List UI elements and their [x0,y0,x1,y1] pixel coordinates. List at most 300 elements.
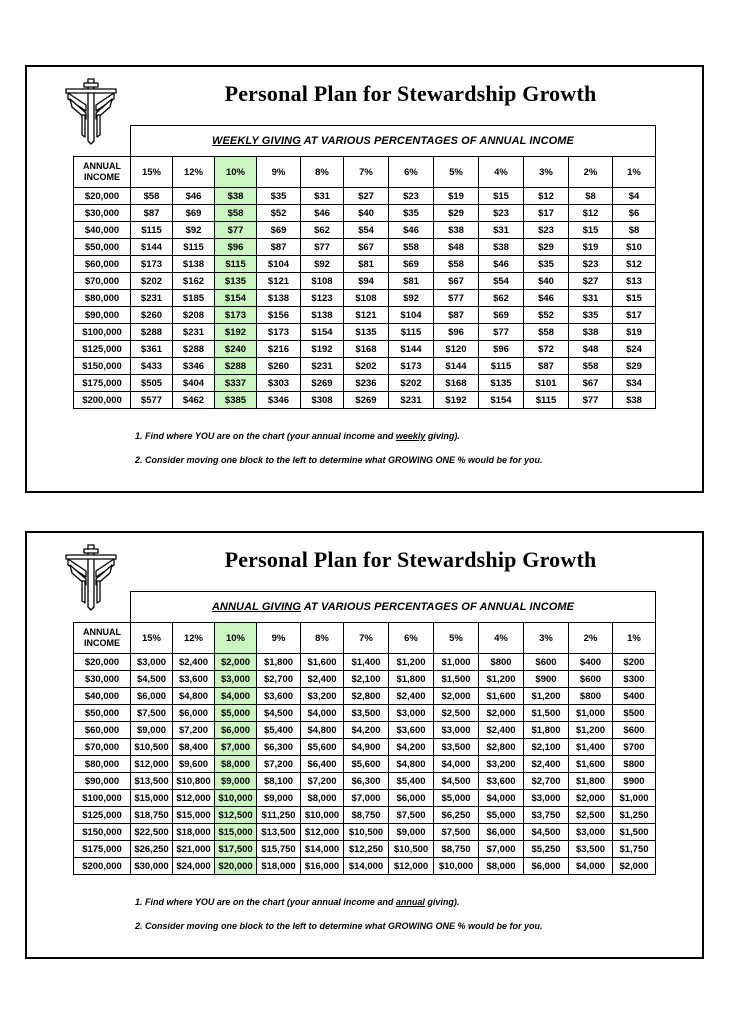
giving-cell: $1,800 [569,773,613,790]
giving-cell: $2,700 [257,671,301,688]
income-cell: $150,000 [74,824,131,841]
header-row [74,623,656,654]
giving-cell: $173 [389,358,434,375]
giving-cell: $69 [389,256,434,273]
giving-cell: $269 [301,375,344,392]
giving-cell: $104 [389,307,434,324]
giving-cell: $17 [613,307,656,324]
giving-cell: $185 [173,290,215,307]
pct-header: 12% [173,623,215,654]
table-row [74,688,656,705]
giving-cell: $138 [173,256,215,273]
giving-cell: $12,250 [344,841,389,858]
giving-cell: $92 [301,256,344,273]
giving-cell: $72 [524,341,569,358]
pct-header: 7% [344,623,389,654]
table-row [74,858,656,875]
giving-cell: $52 [257,205,301,222]
giving-cell: $4,800 [301,722,344,739]
giving-cell-highlight: $12,500 [215,807,257,824]
giving-cell: $2,400 [173,654,215,671]
table-row [74,358,656,375]
giving-cell: $108 [301,273,344,290]
giving-cell: $9,000 [257,790,301,807]
giving-cell: $1,200 [389,654,434,671]
pct-header: 8% [301,623,344,654]
giving-cell: $12,000 [301,824,344,841]
giving-cell: $14,000 [344,858,389,875]
giving-cell: $4,500 [524,824,569,841]
giving-cell: $7,200 [257,756,301,773]
table-body [74,188,656,409]
giving-cell: $303 [257,375,301,392]
giving-cell: $13 [613,273,656,290]
giving-cell-highlight: $173 [215,307,257,324]
giving-cell: $8 [569,188,613,205]
giving-cell: $208 [173,307,215,324]
giving-cell: $800 [479,654,524,671]
table-row [74,239,656,256]
giving-cell: $800 [569,688,613,705]
giving-cell: $6,000 [131,688,173,705]
giving-cell: $800 [613,756,656,773]
giving-cell: $58 [434,256,479,273]
income-cell: $30,000 [74,205,131,222]
giving-cell: $29 [524,239,569,256]
giving-cell: $52 [524,307,569,324]
income-cell: $50,000 [74,705,131,722]
giving-cell: $3,200 [301,688,344,705]
giving-cell: $12,000 [173,790,215,807]
giving-cell: $3,000 [131,654,173,671]
giving-cell: $154 [301,324,344,341]
giving-cell: $200 [613,654,656,671]
income-cell: $100,000 [74,790,131,807]
pct-header: 5% [434,157,479,188]
giving-cell: $2,700 [524,773,569,790]
giving-cell: $15,750 [257,841,301,858]
giving-cell: $62 [301,222,344,239]
giving-cell: $34 [613,375,656,392]
table-row [74,256,656,273]
giving-cell: $1,200 [479,671,524,688]
giving-cell: $500 [613,705,656,722]
income-cell: $90,000 [74,773,131,790]
giving-cell: $5,000 [434,790,479,807]
giving-cell: $48 [434,239,479,256]
giving-cell: $231 [389,392,434,409]
income-cell: $200,000 [74,392,131,409]
giving-cell: $138 [257,290,301,307]
giving-cell: $236 [344,375,389,392]
income-cell: $125,000 [74,341,131,358]
giving-cell: $2,500 [434,705,479,722]
giving-cell: $162 [173,273,215,290]
income-cell: $80,000 [74,290,131,307]
income-cell: $125,000 [74,807,131,824]
giving-cell: $18,000 [257,858,301,875]
giving-cell: $2,000 [434,688,479,705]
note-1: 1. Find where YOU are on the chart (your annual income and annual giving). [135,897,460,907]
giving-cell: $173 [257,324,301,341]
giving-cell: $288 [173,341,215,358]
giving-cell: $29 [613,358,656,375]
income-cell: $70,000 [74,273,131,290]
giving-cell: $69 [257,222,301,239]
giving-cell: $54 [479,273,524,290]
giving-cell: $168 [344,341,389,358]
giving-cell: $1,000 [434,654,479,671]
table-row [74,188,656,205]
pct-header: 15% [131,157,173,188]
income-cell: $60,000 [74,722,131,739]
giving-cell: $4,000 [301,705,344,722]
giving-cell: $77 [569,392,613,409]
giving-cell: $4,500 [434,773,479,790]
giving-cell: $18,750 [131,807,173,824]
giving-cell: $62 [479,290,524,307]
table-row [74,341,656,358]
giving-cell: $5,600 [344,756,389,773]
giving-cell: $87 [131,205,173,222]
income-cell: $175,000 [74,375,131,392]
table-row [74,375,656,392]
giving-cell: $23 [479,205,524,222]
giving-cell: $400 [613,688,656,705]
giving-cell: $505 [131,375,173,392]
giving-cell: $192 [301,341,344,358]
giving-cell-highlight: $115 [215,256,257,273]
giving-cell: $35 [257,188,301,205]
giving-cell: $35 [569,307,613,324]
giving-cell: $115 [524,392,569,409]
giving-cell: $1,500 [434,671,479,688]
pct-header: 6% [389,157,434,188]
income-cell: $70,000 [74,739,131,756]
giving-cell-highlight: $8,000 [215,756,257,773]
giving-cell: $46 [301,205,344,222]
giving-cell: $46 [389,222,434,239]
table-row [74,773,656,790]
giving-cell: $1,500 [524,705,569,722]
giving-cell: $577 [131,392,173,409]
giving-cell-highlight: $337 [215,375,257,392]
giving-cell: $23 [389,188,434,205]
giving-cell: $121 [344,307,389,324]
header-row [74,157,656,188]
income-cell: $40,000 [74,688,131,705]
note-2: 2. Consider moving one block to the left to determine what GROWING ONE % would be for you. [135,455,543,465]
giving-cell-highlight: $385 [215,392,257,409]
giving-cell: $40 [524,273,569,290]
giving-cell: $135 [344,324,389,341]
giving-cell: $8,400 [173,739,215,756]
giving-cell: $12,000 [131,756,173,773]
giving-cell: $361 [131,341,173,358]
giving-cell: $1,400 [569,739,613,756]
table-row [74,824,656,841]
giving-cell: $6,000 [524,858,569,875]
giving-cell: $288 [131,324,173,341]
pct-header-highlight: 10% [215,623,257,654]
giving-cell: $8,000 [301,790,344,807]
giving-cell: $115 [479,358,524,375]
table-row [74,273,656,290]
giving-cell: $8,000 [479,858,524,875]
weekly-giving-panel [25,65,704,493]
giving-cell: $1,800 [389,671,434,688]
giving-cell: $400 [569,654,613,671]
giving-cell: $115 [389,324,434,341]
pct-header-highlight: 10% [215,157,257,188]
giving-cell: $94 [344,273,389,290]
table-row [74,739,656,756]
giving-cell: $8 [613,222,656,239]
giving-cell: $19 [613,324,656,341]
giving-cell: $69 [479,307,524,324]
giving-cell: $31 [479,222,524,239]
table-row [74,705,656,722]
giving-cell: $14,000 [301,841,344,858]
income-header: ANNUAL INCOME [74,157,131,188]
giving-cell-highlight: $2,000 [215,654,257,671]
giving-cell: $900 [524,671,569,688]
giving-cell: $4,000 [434,756,479,773]
giving-cell: $87 [257,239,301,256]
pct-header: 1% [613,623,656,654]
note-2: 2. Consider moving one block to the left to determine what GROWING ONE % would be for you. [135,921,543,931]
giving-cell-highlight: $6,000 [215,722,257,739]
giving-cell: $13,500 [131,773,173,790]
giving-cell: $9,000 [389,824,434,841]
giving-cell: $1,250 [613,807,656,824]
giving-cell: $8,100 [257,773,301,790]
giving-cell: $308 [301,392,344,409]
income-cell: $20,000 [74,188,131,205]
giving-cell: $1,500 [613,824,656,841]
giving-cell: $38 [613,392,656,409]
giving-cell: $3,750 [524,807,569,824]
pct-header: 6% [389,623,434,654]
table-row [74,807,656,824]
giving-cell: $156 [257,307,301,324]
giving-cell: $54 [344,222,389,239]
giving-cell: $58 [131,188,173,205]
giving-cell: $120 [434,341,479,358]
giving-cell: $1,600 [569,756,613,773]
giving-cell: $6,250 [434,807,479,824]
pct-header: 5% [434,623,479,654]
giving-cell: $202 [344,358,389,375]
giving-cell: $4,200 [344,722,389,739]
giving-cell: $87 [524,358,569,375]
giving-cell: $3,600 [257,688,301,705]
giving-cell-highlight: $38 [215,188,257,205]
giving-cell: $3,000 [569,824,613,841]
table-row [74,324,656,341]
giving-cell: $17 [524,205,569,222]
giving-cell: $4,500 [131,671,173,688]
giving-cell-highlight: $96 [215,239,257,256]
giving-cell: $77 [479,324,524,341]
giving-cell-highlight: $240 [215,341,257,358]
giving-cell: $15 [479,188,524,205]
giving-cell: $260 [131,307,173,324]
giving-cell: $12,000 [389,858,434,875]
giving-cell: $5,250 [524,841,569,858]
giving-cell: $7,500 [131,705,173,722]
giving-cell: $10,500 [389,841,434,858]
giving-cell: $2,400 [524,756,569,773]
giving-cell: $269 [344,392,389,409]
giving-cell: $19 [434,188,479,205]
giving-cell: $1,200 [524,688,569,705]
giving-cell: $1,600 [301,654,344,671]
giving-cell: $19 [569,239,613,256]
giving-cell: $2,500 [569,807,613,824]
income-cell: $200,000 [74,858,131,875]
pct-header: 4% [479,157,524,188]
income-cell: $20,000 [74,654,131,671]
giving-cell: $11,250 [257,807,301,824]
giving-cell-highlight: $288 [215,358,257,375]
giving-cell: $168 [434,375,479,392]
giving-cell: $202 [389,375,434,392]
giving-cell: $5,000 [479,807,524,824]
giving-cell: $7,000 [344,790,389,807]
giving-cell: $6,300 [344,773,389,790]
giving-cell-highlight: $7,000 [215,739,257,756]
giving-cell: $10,000 [301,807,344,824]
giving-cell: $123 [301,290,344,307]
giving-cell: $7,500 [434,824,479,841]
giving-cell: $6,000 [479,824,524,841]
giving-cell: $9,600 [173,756,215,773]
table-row [74,671,656,688]
giving-cell: $40 [344,205,389,222]
pct-header: 1% [613,157,656,188]
table-row [74,722,656,739]
table-banner: ANNUAL GIVING AT VARIOUS PERCENTAGES OF ANNUAL INCOME [131,592,656,623]
giving-cell: $10,800 [173,773,215,790]
giving-cell: $27 [344,188,389,205]
giving-cell: $77 [301,239,344,256]
giving-cell-highlight: $10,000 [215,790,257,807]
giving-cell: $16,000 [301,858,344,875]
giving-cell: $1,000 [569,705,613,722]
giving-cell-highlight: $58 [215,205,257,222]
giving-cell: $77 [434,290,479,307]
weekly-giving-table [73,125,656,409]
giving-cell: $1,800 [524,722,569,739]
giving-cell: $18,000 [173,824,215,841]
giving-cell: $15 [613,290,656,307]
giving-cell: $115 [173,239,215,256]
giving-cell: $2,800 [479,739,524,756]
giving-cell: $101 [524,375,569,392]
giving-cell-highlight: $154 [215,290,257,307]
giving-cell: $1,000 [613,790,656,807]
giving-cell: $4,500 [257,705,301,722]
giving-cell: $10,000 [434,858,479,875]
giving-cell: $4,900 [344,739,389,756]
income-cell: $150,000 [74,358,131,375]
pct-header: 3% [524,157,569,188]
giving-cell: $1,400 [344,654,389,671]
giving-cell: $144 [131,239,173,256]
giving-cell: $3,500 [569,841,613,858]
giving-cell: $346 [257,392,301,409]
giving-cell-highlight: $3,000 [215,671,257,688]
giving-cell: $81 [344,256,389,273]
income-cell: $60,000 [74,256,131,273]
giving-cell: $38 [479,239,524,256]
income-cell: $90,000 [74,307,131,324]
giving-cell: $12 [524,188,569,205]
giving-cell: $46 [479,256,524,273]
giving-cell-highlight: $4,000 [215,688,257,705]
table-row [74,290,656,307]
income-cell: $100,000 [74,324,131,341]
giving-cell: $46 [524,290,569,307]
giving-cell: $462 [173,392,215,409]
giving-cell: $404 [173,375,215,392]
giving-cell: $35 [389,205,434,222]
giving-cell: $3,000 [524,790,569,807]
giving-cell: $4,000 [569,858,613,875]
pct-header: 15% [131,623,173,654]
giving-cell: $300 [613,671,656,688]
giving-cell: $900 [613,773,656,790]
giving-cell: $27 [569,273,613,290]
table-row [74,654,656,671]
table-row [74,307,656,324]
giving-cell: $26,250 [131,841,173,858]
giving-cell-highlight: $20,000 [215,858,257,875]
giving-cell: $10,500 [344,824,389,841]
income-cell: $175,000 [74,841,131,858]
giving-cell: $48 [569,341,613,358]
giving-cell: $67 [569,375,613,392]
annual-giving-table [73,591,656,875]
giving-cell: $2,400 [479,722,524,739]
giving-cell: $38 [434,222,479,239]
giving-cell: $2,800 [344,688,389,705]
giving-cell: $22,500 [131,824,173,841]
giving-cell: $12 [613,256,656,273]
giving-cell: $600 [524,654,569,671]
giving-cell: $6,000 [389,790,434,807]
giving-cell: $67 [344,239,389,256]
giving-cell: $69 [173,205,215,222]
giving-cell-highlight: $17,500 [215,841,257,858]
annual-giving-panel [25,531,704,959]
giving-cell: $7,000 [479,841,524,858]
giving-cell: $58 [389,239,434,256]
giving-cell: $2,000 [479,705,524,722]
giving-cell: $4,000 [479,790,524,807]
pct-header: 4% [479,623,524,654]
giving-cell: $144 [434,358,479,375]
table-row [74,841,656,858]
giving-cell: $4 [613,188,656,205]
giving-cell: $3,000 [389,705,434,722]
giving-cell: $13,500 [257,824,301,841]
note-1: 1. Find where YOU are on the chart (your annual income and weekly giving). [135,431,460,441]
giving-cell: $23 [524,222,569,239]
giving-cell: $3,600 [389,722,434,739]
giving-cell: $433 [131,358,173,375]
